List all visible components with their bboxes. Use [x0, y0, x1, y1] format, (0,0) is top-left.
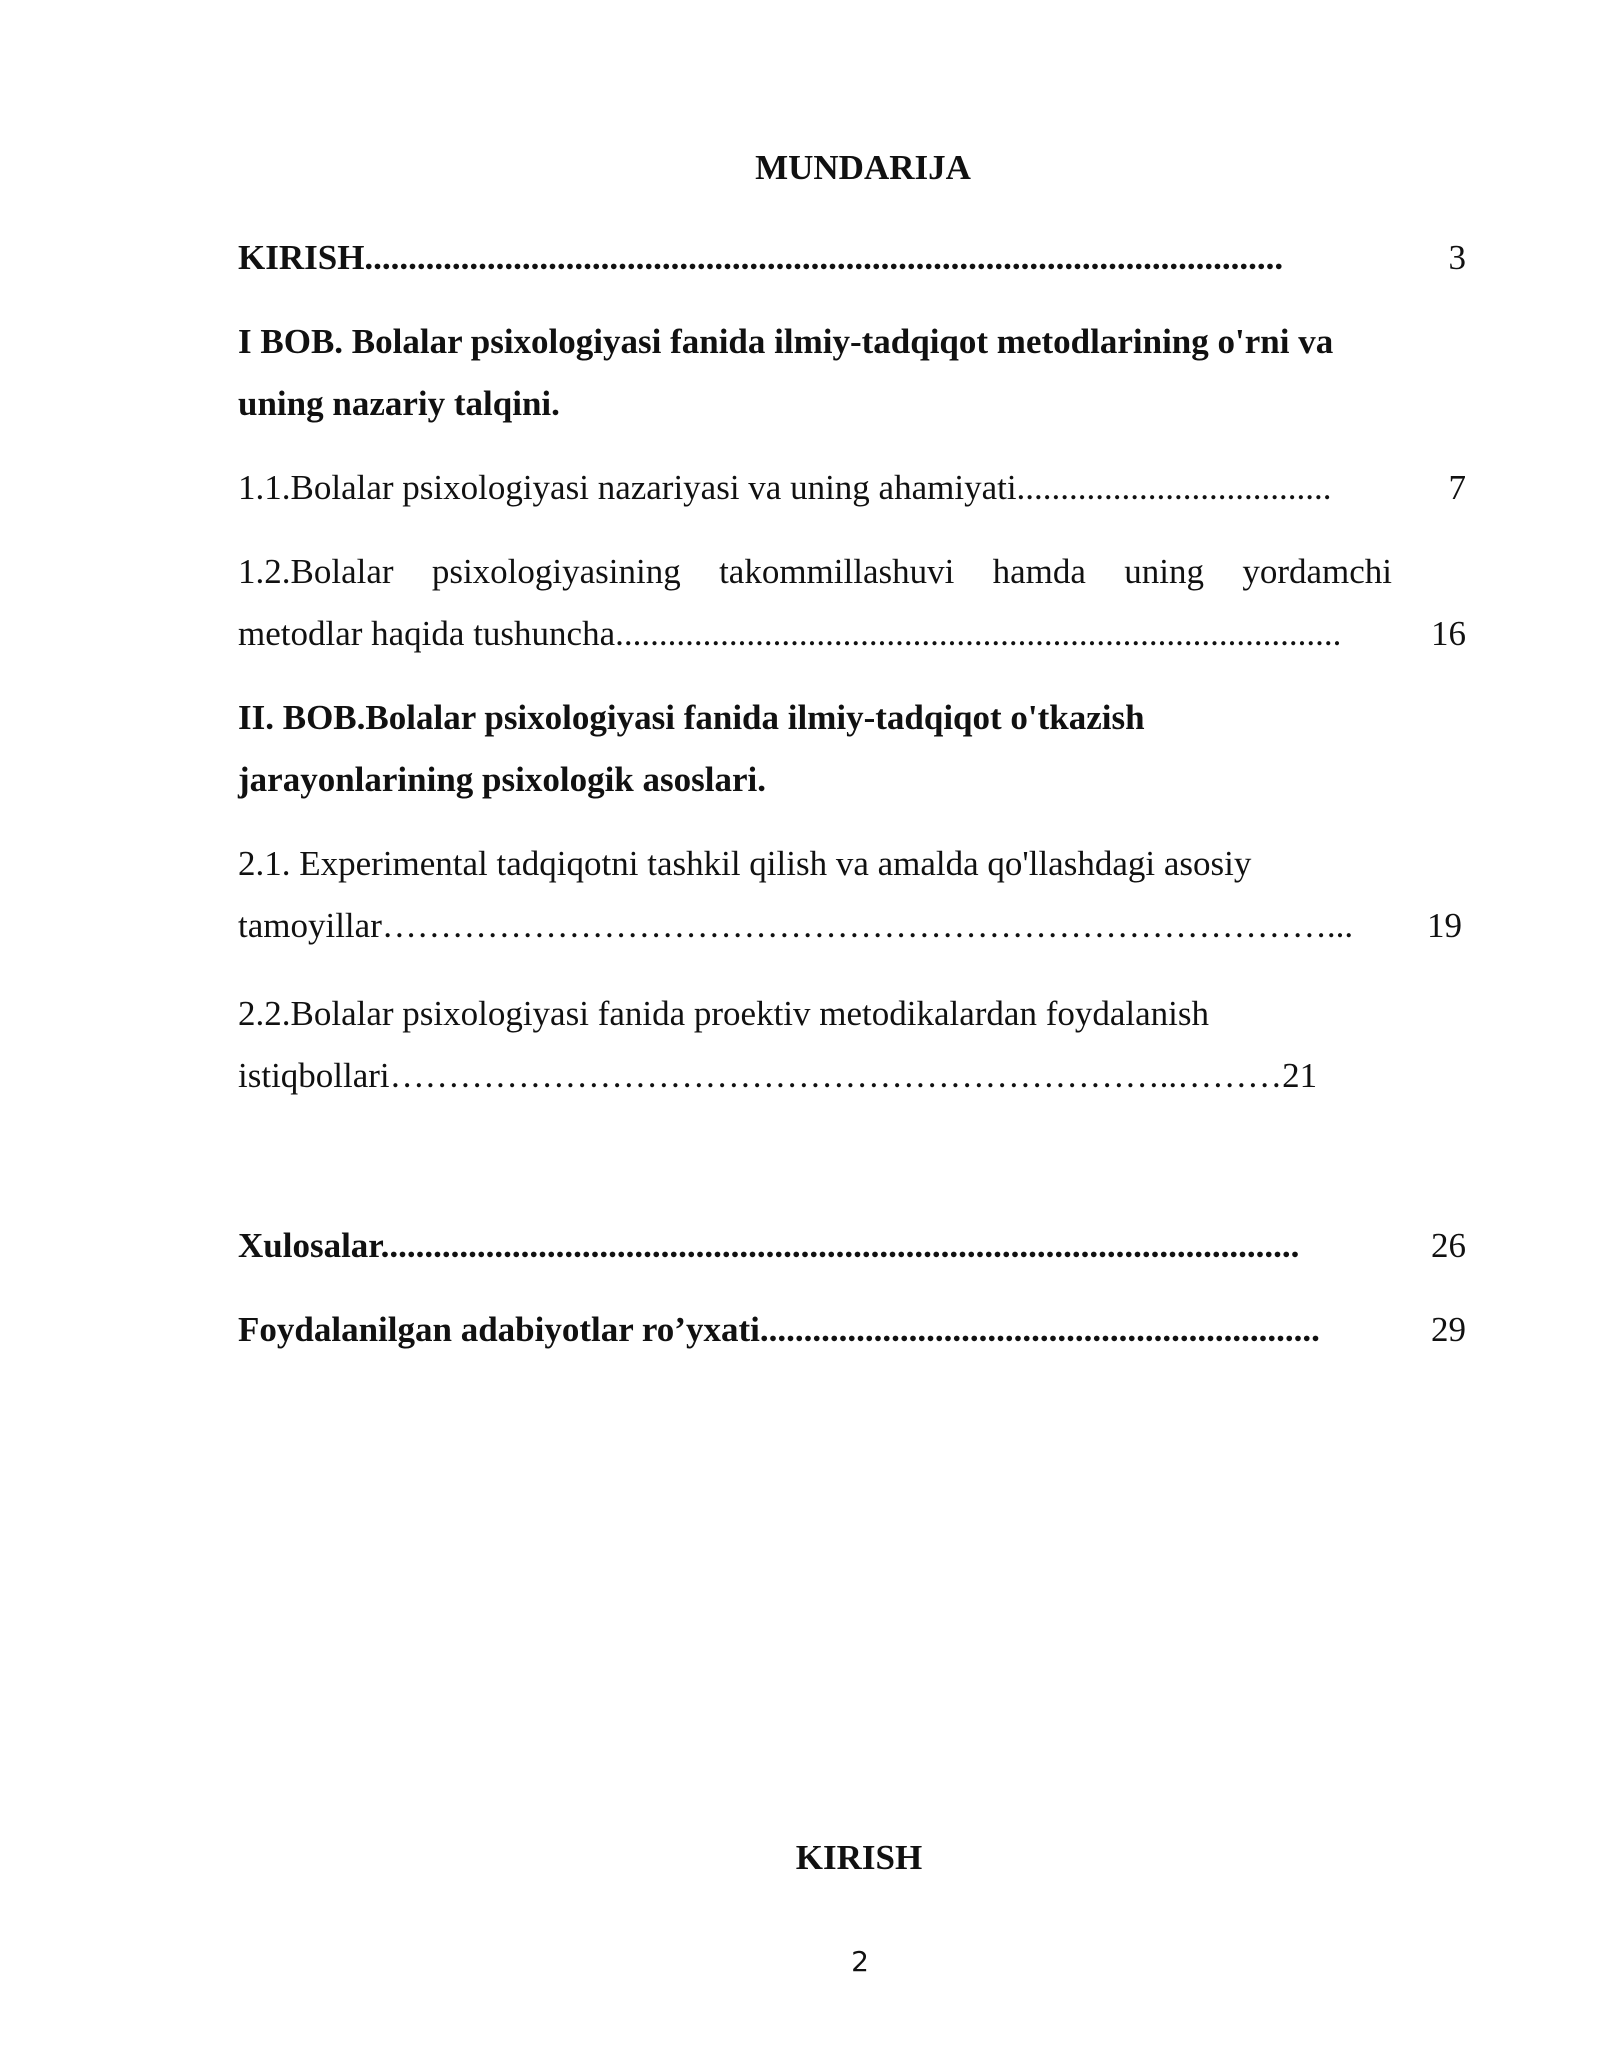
toc-page-1-2: 16: [1431, 614, 1466, 653]
toc-entry-adabiyotlar: Foydalanilgan adabiyotlar ro’yxati................................................................: [238, 1310, 1320, 1349]
toc-section-1-2-line-1: 1.2.Bolalar psixologiyasining takommillashuvi hamda uning yordamchi: [238, 552, 1392, 591]
page-number: 2: [851, 1945, 869, 1978]
toc-section-2-2-line-1: 2.2.Bolalar psixologiyasi fanida proektiv metodikalardan foydalanish: [238, 994, 1210, 1033]
toc-entry-kirish: KIRISH.........................................................................................................: [238, 238, 1284, 277]
toc-entry-xulosalar: Xulosalar.........................................................................................................: [238, 1226, 1300, 1265]
toc-page-2-1: 19: [1427, 906, 1462, 945]
toc-chapter-2-line-1: II. BOB.Bolalar psixologiyasi fanida ilmiy-tadqiqot o'tkazish: [238, 698, 1145, 737]
toc-chapter-1-line-1: I BOB. Bolalar psixologiyasi fanida ilmiy-tadqiqot metodlarining o'rni va: [238, 322, 1334, 361]
toc-section-1-1: 1.1.Bolalar psixologiyasi nazariyasi va uning ahamiyati....................................: [238, 468, 1332, 507]
toc-page-xulosalar: 26: [1431, 1226, 1466, 1265]
toc-section-1-2-line-2: metodlar haqida tushuncha...................................................................................: [238, 614, 1342, 653]
toc-page-kirish: 3: [1448, 238, 1466, 277]
toc-chapter-2-line-2: jarayonlarining psixologik asoslari.: [238, 760, 766, 799]
toc-page-adabiyotlar: 29: [1431, 1310, 1466, 1349]
toc-section-2-1-line-2: tamoyillar………………………………………………………………………...: [238, 906, 1354, 945]
toc-chapter-1-line-2: uning nazariy talqini.: [238, 384, 560, 423]
toc-section-2-2-line-2: istiqbollari…………………………………………………………..………21: [238, 1056, 1318, 1095]
toc-section-2-1-line-1: 2.1. Experimental tadqiqotni tashkil qilish va amalda qo'llashdagi asosiy: [238, 844, 1252, 883]
toc-page-1-1: 7: [1448, 468, 1466, 507]
next-section-heading: KIRISH: [795, 1838, 923, 1877]
toc-heading: MUNDARIJA: [755, 148, 971, 187]
